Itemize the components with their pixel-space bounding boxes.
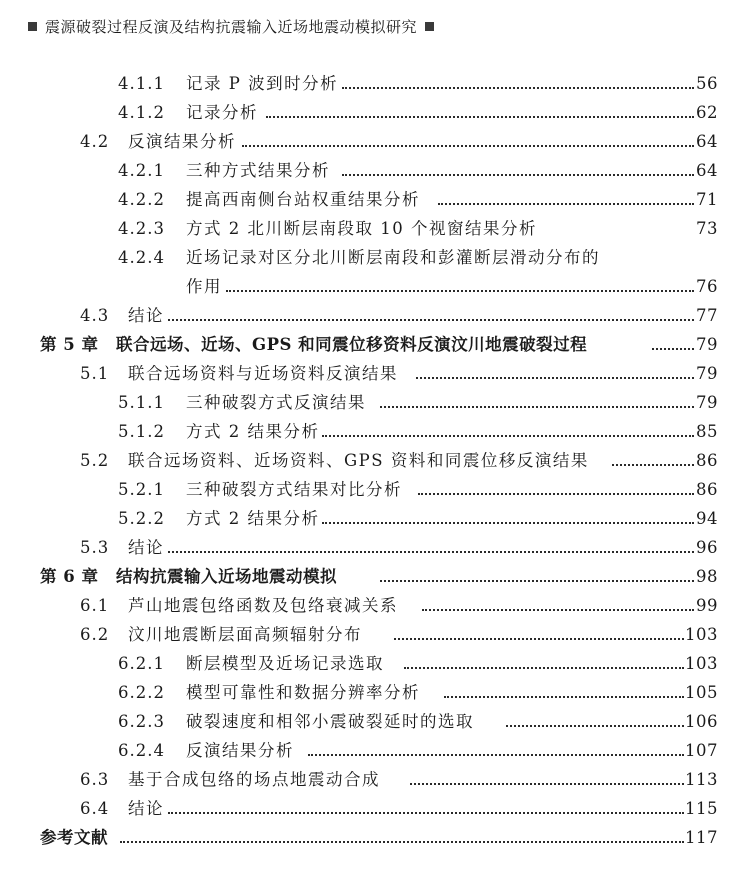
page-number: 96 [696, 538, 718, 557]
chapter-number: 第 5 章 [40, 335, 99, 354]
section-title: 记录分析 [186, 103, 258, 122]
section-title: 破裂速度和相邻小震破裂延时的选取 [186, 712, 474, 731]
square-bullet-icon [425, 22, 434, 31]
toc-entry[interactable] [0, 385, 750, 414]
section-number: 6.2 [80, 625, 110, 644]
section-number: 5.2 [80, 451, 110, 470]
book-title: 震源破裂过程反演及结构抗震输入近场地震动模拟研究 [45, 17, 418, 36]
dot-leader [342, 87, 694, 89]
section-title: 断层模型及近场记录选取 [186, 654, 384, 673]
chapter-title: 结构抗震输入近场地震动模拟 [116, 567, 337, 586]
references-label: 参考文献 [40, 828, 108, 847]
toc-references-entry[interactable] [0, 820, 750, 849]
dot-leader [652, 348, 694, 350]
section-number: 6.4 [80, 799, 110, 818]
toc-entry[interactable] [0, 733, 750, 762]
section-title: 芦山地震包络函数及包络衰减关系 [128, 596, 398, 615]
page-number: 117 [685, 828, 718, 847]
dot-leader [506, 725, 684, 727]
section-title: 结论 [128, 306, 164, 325]
section-title: 联合远场资料与近场资料反演结果 [128, 364, 398, 383]
dot-leader [308, 754, 684, 756]
page-number: 76 [696, 277, 718, 296]
page-number: 103 [685, 625, 718, 644]
dot-leader [120, 841, 684, 843]
dot-leader [242, 145, 694, 147]
toc-entry[interactable] [0, 298, 750, 327]
page-number: 56 [696, 74, 718, 93]
toc-entry[interactable] [0, 182, 750, 211]
toc-entry[interactable] [0, 501, 750, 530]
section-title: 反演结果分析 [128, 132, 236, 151]
section-title: 记录 P 波到时分析 [186, 74, 339, 93]
section-number: 6.2.2 [118, 683, 165, 702]
section-title: 结论 [128, 799, 164, 818]
section-title: 近场记录对区分北川断层南段和彭灌断层滑动分布的 [186, 248, 600, 267]
page-number: 107 [685, 741, 718, 760]
page-number: 62 [696, 103, 718, 122]
toc-entry[interactable] [0, 791, 750, 820]
toc-chapter-entry[interactable] [0, 327, 750, 356]
toc-entry[interactable] [0, 617, 750, 646]
section-number: 5.1.2 [118, 422, 165, 441]
section-number: 4.2.3 [118, 219, 165, 238]
dot-leader [438, 203, 694, 205]
dot-leader [380, 406, 694, 408]
section-title: 联合远场资料、近场资料、GPS 资料和同震位移反演结果 [128, 451, 589, 470]
dot-leader [168, 551, 694, 553]
toc-entry[interactable] [0, 443, 750, 472]
dot-leader [394, 638, 684, 640]
section-title: 作用 [186, 277, 222, 296]
section-title: 结论 [128, 538, 164, 557]
section-number: 4.1.1 [118, 74, 165, 93]
toc-entry[interactable] [0, 414, 750, 443]
page-number: 85 [696, 422, 718, 441]
toc-entry[interactable] [0, 530, 750, 559]
toc-entry[interactable] [0, 124, 750, 153]
section-number: 5.1.1 [118, 393, 165, 412]
toc-entry[interactable] [0, 153, 750, 182]
toc-entry[interactable] [0, 66, 750, 95]
section-number: 4.2.1 [118, 161, 165, 180]
section-title: 提高西南侧台站权重结果分析 [186, 190, 420, 209]
section-number: 5.2.2 [118, 509, 165, 528]
section-number: 6.2.3 [118, 712, 165, 731]
page-number: 106 [685, 712, 718, 731]
page-number: 98 [696, 567, 718, 586]
toc-entry[interactable] [0, 762, 750, 791]
page-number: 64 [696, 132, 718, 151]
page-number: 103 [685, 654, 718, 673]
section-number: 6.2.4 [118, 741, 165, 760]
toc-chapter-entry[interactable] [0, 559, 750, 588]
running-header [28, 14, 434, 38]
dot-leader [226, 290, 694, 292]
section-title: 三种破裂方式结果对比分析 [186, 480, 402, 499]
page-number: 115 [685, 799, 718, 818]
dot-leader [266, 116, 694, 118]
dot-leader [612, 464, 694, 466]
toc-entry[interactable] [0, 211, 750, 240]
page-number: 105 [685, 683, 718, 702]
toc-entry[interactable] [0, 240, 750, 269]
dot-leader [418, 493, 694, 495]
section-number: 6.2.1 [118, 654, 165, 673]
toc-entry[interactable] [0, 675, 750, 704]
section-title: 方式 2 结果分析 [186, 422, 320, 441]
toc-entry[interactable] [0, 356, 750, 385]
toc-entry[interactable] [0, 588, 750, 617]
chapter-title: 联合远场、近场、GPS 和同震位移资料反演汶川地震破裂过程 [116, 335, 588, 354]
dot-leader [444, 696, 684, 698]
dot-leader [404, 667, 684, 669]
toc-entry[interactable] [0, 269, 750, 298]
section-number: 4.2 [80, 132, 110, 151]
dot-leader [322, 522, 694, 524]
toc-entry[interactable] [0, 472, 750, 501]
section-number: 5.1 [80, 364, 110, 383]
dot-leader [380, 580, 694, 582]
section-number: 5.3 [80, 538, 110, 557]
page-number: 79 [696, 364, 718, 383]
page-number: 94 [696, 509, 718, 528]
section-number: 4.2.4 [118, 248, 165, 267]
section-title: 方式 2 北川断层南段取 10 个视窗结果分析 [186, 219, 537, 238]
page-number: 73 [696, 219, 718, 238]
page-number: 79 [696, 393, 718, 412]
section-number: 5.2.1 [118, 480, 165, 499]
dot-leader [410, 783, 684, 785]
section-number: 4.3 [80, 306, 110, 325]
dot-leader [322, 435, 694, 437]
dot-leader [168, 812, 684, 814]
dot-leader [342, 174, 694, 176]
dot-leader [168, 319, 694, 321]
section-title: 三种破裂方式反演结果 [186, 393, 366, 412]
page-number: 99 [696, 596, 718, 615]
section-number: 4.2.2 [118, 190, 165, 209]
section-title: 反演结果分析 [186, 741, 294, 760]
chapter-number: 第 6 章 [40, 567, 99, 586]
square-bullet-icon [28, 22, 37, 31]
section-number: 6.1 [80, 596, 110, 615]
section-title: 汶川地震断层面高频辐射分布 [128, 625, 362, 644]
page-number: 86 [696, 480, 718, 499]
section-title: 模型可靠性和数据分辨率分析 [186, 683, 420, 702]
section-title: 三种方式结果分析 [186, 161, 330, 180]
page-number: 77 [696, 306, 718, 325]
toc-entry[interactable] [0, 95, 750, 124]
section-title: 基于合成包络的场点地震动合成 [128, 770, 380, 789]
page-number: 86 [696, 451, 718, 470]
section-number: 6.3 [80, 770, 110, 789]
section-title: 方式 2 结果分析 [186, 509, 320, 528]
page-number: 64 [696, 161, 718, 180]
section-number: 4.1.2 [118, 103, 165, 122]
page-number: 71 [696, 190, 718, 209]
toc-entry[interactable] [0, 646, 750, 675]
page-number: 113 [685, 770, 718, 789]
dot-leader [422, 609, 694, 611]
toc-entry[interactable] [0, 704, 750, 733]
dot-leader [416, 377, 694, 379]
page-number: 79 [696, 335, 718, 354]
